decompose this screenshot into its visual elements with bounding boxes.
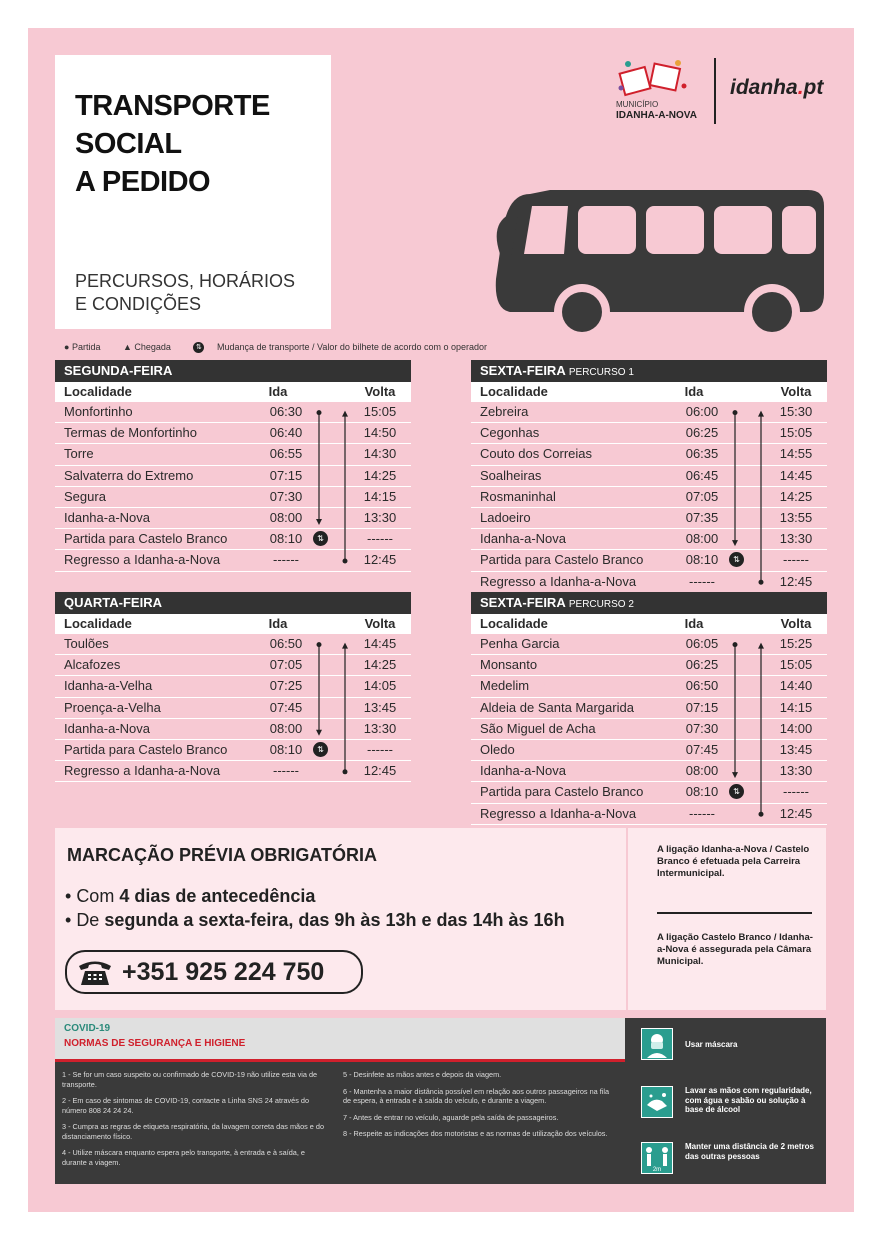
table-row xyxy=(471,634,827,655)
table-day-title: QUARTA-FEIRA xyxy=(64,595,162,610)
booking-bullet-2-pre: De xyxy=(76,910,105,930)
cell-localidade: Partida para Castelo Branco xyxy=(64,741,228,757)
col-localidade: Localidade xyxy=(64,384,132,399)
cell-ida: ------ xyxy=(689,573,715,589)
cell-volta: 14:40 xyxy=(779,678,813,694)
table-row xyxy=(55,444,411,465)
table-row xyxy=(471,655,827,676)
subtitle xyxy=(75,270,295,316)
cell-localidade: Torre xyxy=(64,446,94,462)
cell-volta: 12:45 xyxy=(779,573,813,589)
table-row xyxy=(55,508,411,529)
table-row xyxy=(471,719,827,740)
table-row xyxy=(471,529,827,550)
site-ext: pt xyxy=(803,76,824,99)
table-row xyxy=(55,740,411,761)
table-sexta-feira-percurso-2 xyxy=(471,592,827,825)
booking-bullet-1-pre: Com xyxy=(76,886,120,906)
legend xyxy=(64,342,507,353)
col-ida: Ida xyxy=(268,616,288,631)
cell-ida: 07:05 xyxy=(269,657,303,673)
table-row xyxy=(471,761,827,782)
cell-volta: 14:45 xyxy=(363,636,397,651)
cell-localidade: Oledo xyxy=(480,741,515,757)
cell-volta: 13:45 xyxy=(779,741,813,757)
col-ida: Ida xyxy=(684,616,704,631)
booking-bullet-2-bold: segunda a sexta-feira, das 9h às 13h e das 14h às 16h xyxy=(104,910,565,930)
table-day-title: SEGUNDA-FEIRA xyxy=(64,363,173,378)
table-row xyxy=(471,423,827,444)
cell-volta: 14:25 xyxy=(779,488,813,504)
cell-ida: 08:10 xyxy=(685,552,719,568)
cell-ida: 08:10 xyxy=(685,784,719,800)
cell-ida: 06:55 xyxy=(269,446,303,462)
logo-divider xyxy=(714,58,716,124)
covid-red-line xyxy=(55,1059,625,1062)
cell-localidade: Alcafozes xyxy=(64,657,121,673)
cell-volta: 12:45 xyxy=(363,552,397,568)
table-row xyxy=(471,444,827,465)
transfer-icon: ⇅ xyxy=(193,342,204,353)
cell-volta: 14:25 xyxy=(363,467,397,483)
table-day-header xyxy=(55,360,411,382)
table-row xyxy=(55,761,411,782)
legend-partida: ● Partida xyxy=(64,342,101,352)
transfer-icon: ⇅ xyxy=(313,531,328,546)
covid-rule: 5 - Desinfete as mãos antes e depois da viagem. xyxy=(343,1070,502,1079)
table-row xyxy=(471,782,827,803)
cell-volta: 13:30 xyxy=(779,763,813,779)
cell-localidade: Partida para Castelo Branco xyxy=(64,531,228,547)
cell-volta: 13:45 xyxy=(363,699,397,715)
cell-localidade: Medelim xyxy=(480,678,530,694)
site-main: idanha xyxy=(730,76,798,99)
cell-localidade: Cegonhas xyxy=(480,425,540,441)
cell-localidade: Monfortinho xyxy=(64,404,133,419)
title-line-2: SOCIAL xyxy=(75,128,182,160)
hand-wash-icon xyxy=(641,1086,673,1118)
cell-ida: 08:00 xyxy=(269,509,303,525)
subtitle-line-2: E CONDIÇÕES xyxy=(75,294,202,314)
municipality-logo xyxy=(616,58,824,128)
cell-localidade: Couto dos Correias xyxy=(480,446,592,462)
table-column-header xyxy=(471,382,827,402)
table-route-subtitle: PERCURSO 1 xyxy=(568,367,634,378)
cell-ida: 06:50 xyxy=(685,678,719,694)
cell-volta: 13:30 xyxy=(363,720,397,736)
col-volta: Volta xyxy=(780,616,812,631)
booking-bullet-2: • De segunda a sexta-feira, das 9h às 13h e das 14h às 16h xyxy=(65,910,565,930)
title-line-3: A PEDIDO xyxy=(75,166,211,198)
cell-localidade: Ladoeiro xyxy=(480,509,531,525)
table-row xyxy=(55,655,411,676)
col-volta: Volta xyxy=(364,384,396,399)
booking-panel xyxy=(55,828,626,1010)
covid-header xyxy=(55,1018,625,1062)
table-row xyxy=(55,423,411,444)
cell-localidade: Partida para Castelo Branco xyxy=(480,552,644,568)
cell-localidade: Idanha-a-Nova xyxy=(64,720,150,736)
cell-ida: 06:30 xyxy=(269,404,303,419)
table-row xyxy=(471,698,827,719)
covid-rule: 7 - Antes de entrar no veículo, aguarde pela saída de passageiros. xyxy=(343,1112,559,1122)
table-row xyxy=(55,487,411,508)
cell-ida: 08:00 xyxy=(685,531,719,547)
table-row xyxy=(471,508,827,529)
cell-ida: 07:35 xyxy=(685,509,719,525)
connection-info-1: A ligação Idanha-a-Nova / Castelo Branco é efetuada pela Carreira Intermunicipal. xyxy=(657,844,810,879)
logo-name: IDANHA-A-NOVA xyxy=(616,110,697,121)
subtitle-line-1: PERCURSOS, HORÁRIOS xyxy=(75,271,296,291)
connection-info xyxy=(628,828,826,1010)
table-row xyxy=(55,466,411,487)
cell-ida: 08:00 xyxy=(685,763,719,779)
sign-handwash-label: Lavar as mãos com regularidade, com água e sabão ou solução à base de álcool xyxy=(685,1086,812,1114)
table-column-header xyxy=(471,614,827,634)
booking-title: MARCAÇÃO PRÉVIA OBRIGATÓRIA xyxy=(67,845,377,865)
cell-volta: 12:45 xyxy=(779,805,813,821)
table-row xyxy=(471,572,827,593)
cell-volta: 14:15 xyxy=(779,699,813,715)
table-row xyxy=(471,466,827,487)
cell-volta: 13:30 xyxy=(779,531,813,547)
table-row xyxy=(55,698,411,719)
cell-localidade: Salvaterra do Extremo xyxy=(64,467,194,483)
cell-ida: ------ xyxy=(273,763,299,779)
sign-mask-label: Usar máscara xyxy=(685,1040,738,1049)
title-box xyxy=(55,55,331,329)
table-day-title: SEXTA-FEIRA xyxy=(480,363,566,378)
cell-volta: 13:30 xyxy=(363,509,397,525)
covid-subtitle: NORMAS DE SEGURANÇA E HIGIENE xyxy=(64,1038,246,1049)
cell-ida: 07:30 xyxy=(685,720,719,736)
covid-rule: 8 - Respeite as indicações dos motoristas e as normas de utilização dos veículos. xyxy=(343,1129,608,1138)
col-localidade: Localidade xyxy=(480,384,548,399)
col-volta: Volta xyxy=(780,384,812,399)
distance-icon-text: 2m xyxy=(652,1167,662,1173)
sign-distance-label: Manter uma distância de 2 metros das outras pessoas xyxy=(685,1142,814,1161)
covid-title: COVID-19 xyxy=(64,1023,111,1034)
cell-volta: 14:50 xyxy=(363,425,397,441)
cell-ida: ------ xyxy=(689,805,715,821)
col-ida: Ida xyxy=(684,384,704,399)
booking-bullet-1-bold: 4 dias de antecedência xyxy=(119,886,316,906)
cell-volta: 15:25 xyxy=(779,636,813,651)
legend-mudanca xyxy=(193,342,497,352)
table-day-header xyxy=(55,592,411,614)
table-row xyxy=(55,529,411,550)
cell-ida: 06:40 xyxy=(269,425,303,441)
cell-ida: 07:25 xyxy=(269,678,303,694)
cell-ida: 07:45 xyxy=(269,699,303,715)
telephone-icon xyxy=(77,957,113,987)
cell-ida: 07:05 xyxy=(685,488,719,504)
cell-ida: 06:50 xyxy=(269,636,303,651)
table-row xyxy=(471,550,827,571)
cell-localidade: Penha Garcia xyxy=(480,636,560,651)
cell-localidade: Regresso a Idanha-a-Nova xyxy=(480,573,637,589)
phone-number: +351 925 224 750 xyxy=(122,958,325,986)
legend-mudanca-label: Mudança de transporte / Valor do bilhete de acordo com o operador xyxy=(216,342,487,352)
cell-volta: 12:45 xyxy=(363,763,397,779)
cell-volta: 14:15 xyxy=(363,488,397,504)
site-link[interactable] xyxy=(730,76,823,100)
cell-ida: 06:25 xyxy=(685,657,719,673)
cell-localidade: Toulões xyxy=(64,636,109,651)
legend-chegada: ▲ Chegada xyxy=(122,342,171,352)
covid-panel xyxy=(55,1018,826,1184)
table-sexta-feira-percurso-1 xyxy=(471,360,827,593)
cell-ida: ------ xyxy=(273,552,299,568)
cell-volta: 14:00 xyxy=(779,720,813,736)
table-segunda-feira xyxy=(55,360,411,572)
table-column-header xyxy=(55,382,411,402)
cell-ida: 06:05 xyxy=(685,636,719,651)
table-row xyxy=(471,740,827,761)
col-ida: Ida xyxy=(268,384,288,399)
table-row xyxy=(471,487,827,508)
cell-ida: 07:15 xyxy=(269,467,303,483)
cell-ida: 08:10 xyxy=(269,531,303,547)
cell-localidade: Proença-a-Velha xyxy=(64,699,161,715)
cell-ida: 06:45 xyxy=(685,467,719,483)
cell-localidade: Monsanto xyxy=(480,657,538,673)
cell-volta: ------ xyxy=(783,552,809,568)
covid-rules-right xyxy=(343,1070,611,1146)
cell-ida: 06:35 xyxy=(685,446,719,462)
cell-volta: 14:30 xyxy=(363,446,397,462)
cell-ida: 06:00 xyxy=(685,404,719,419)
table-row xyxy=(55,402,411,423)
cell-volta: ------ xyxy=(367,741,393,757)
table-quarta-feira xyxy=(55,592,411,782)
cell-localidade: Aldeia de Santa Margarida xyxy=(480,699,634,715)
cell-localidade: Zebreira xyxy=(480,404,529,419)
cell-volta: 15:05 xyxy=(363,404,397,419)
poster xyxy=(28,28,854,1212)
cell-localidade: Soalheiras xyxy=(480,467,542,483)
cell-localidade: Idanha-a-Velha xyxy=(64,678,153,694)
transfer-icon: ⇅ xyxy=(729,552,744,567)
table-row xyxy=(471,402,827,423)
cell-volta: 13:55 xyxy=(779,509,813,525)
logo-municipio: MUNICÍPIO xyxy=(616,100,659,109)
table-row xyxy=(55,550,411,571)
table-day-header xyxy=(471,592,827,614)
cell-volta: 14:25 xyxy=(363,657,397,673)
cell-volta: 15:05 xyxy=(779,425,813,441)
cell-volta: 15:30 xyxy=(779,404,813,419)
table-row xyxy=(55,719,411,740)
table-row xyxy=(55,634,411,655)
cell-ida: 08:10 xyxy=(269,741,303,757)
covid-rule: 3 - Cumpra as regras de etiqueta respiratória, da lavagem correta das mãos e do distanciamento físico. xyxy=(62,1122,325,1141)
table-row xyxy=(471,676,827,697)
table-row xyxy=(55,676,411,697)
cell-localidade: Regresso a Idanha-a-Nova xyxy=(64,763,221,779)
cell-localidade: São Miguel de Acha xyxy=(480,720,596,736)
cell-ida: 07:30 xyxy=(269,488,303,504)
cell-ida: 07:45 xyxy=(685,741,719,757)
cell-localidade: Partida para Castelo Branco xyxy=(480,784,644,800)
connection-info-divider xyxy=(657,912,812,914)
covid-rule: 2 - Em caso de sintomas de COVID-19, contacte a Linha SNS 24 através do número 808 24 24 24. xyxy=(62,1096,310,1115)
cell-localidade: Rosmaninhal xyxy=(480,488,556,504)
table-day-title: SEXTA-FEIRA xyxy=(480,595,566,610)
transfer-icon: ⇅ xyxy=(313,742,328,757)
cell-localidade: Segura xyxy=(64,488,106,504)
site-dot: . xyxy=(797,76,804,99)
page-title xyxy=(75,87,270,201)
cell-localidade: Regresso a Idanha-a-Nova xyxy=(480,805,637,821)
covid-rule: 4 - Utilize máscara enquanto espera pelo transporte, à entrada e à saída, e durante a viagem. xyxy=(62,1148,305,1167)
transfer-icon: ⇅ xyxy=(729,784,744,799)
cell-localidade: Idanha-a-Nova xyxy=(480,763,566,779)
mask-icon xyxy=(641,1028,673,1060)
legend-partida-label: Partida xyxy=(71,342,101,352)
connection-info-2: A ligação Castelo Branco / Idanha-a-Nova é assegurada pela Câmara Municipal. xyxy=(657,932,813,967)
cell-volta: 15:05 xyxy=(779,657,813,673)
cell-localidade: Idanha-a-Nova xyxy=(64,509,150,525)
table-column-header xyxy=(55,614,411,634)
col-volta: Volta xyxy=(364,616,396,631)
cell-volta: ------ xyxy=(367,531,393,547)
cell-localidade: Idanha-a-Nova xyxy=(480,531,566,547)
table-day-header xyxy=(471,360,827,382)
cell-localidade: Termas de Monfortinho xyxy=(64,425,197,441)
cell-volta: 14:45 xyxy=(779,467,813,483)
bus-icon xyxy=(490,184,830,334)
booking-bullet-1: • Com 4 dias de antecedência xyxy=(65,886,316,906)
col-localidade: Localidade xyxy=(64,616,132,631)
covid-rule: 1 - Se for um caso suspeito ou confirmado de COVID-19 não utilize esta via de transporte. xyxy=(62,1070,318,1089)
cell-ida: 06:25 xyxy=(685,425,719,441)
book-icon xyxy=(618,58,688,102)
covid-rules-left xyxy=(62,1070,330,1174)
cell-ida: 07:15 xyxy=(685,699,719,715)
cell-ida: 08:00 xyxy=(269,720,303,736)
phone-number-pill[interactable] xyxy=(65,950,363,994)
title-line-1: TRANSPORTE xyxy=(75,90,270,122)
cell-localidade: Regresso a Idanha-a-Nova xyxy=(64,552,221,568)
cell-volta: 14:05 xyxy=(363,678,397,694)
distance-icon xyxy=(641,1142,673,1174)
legend-chegada-label: Chegada xyxy=(134,342,171,352)
covid-rule: 6 - Mantenha a maior distância possível em relação aos outros passageiros na fila de espera, à entrada e à saída do veículo, e durante a viagem. xyxy=(343,1086,610,1105)
cell-volta: ------ xyxy=(783,784,809,800)
table-route-subtitle: PERCURSO 2 xyxy=(568,599,634,610)
col-localidade: Localidade xyxy=(480,616,548,631)
table-row xyxy=(471,804,827,825)
cell-volta: 14:55 xyxy=(779,446,813,462)
